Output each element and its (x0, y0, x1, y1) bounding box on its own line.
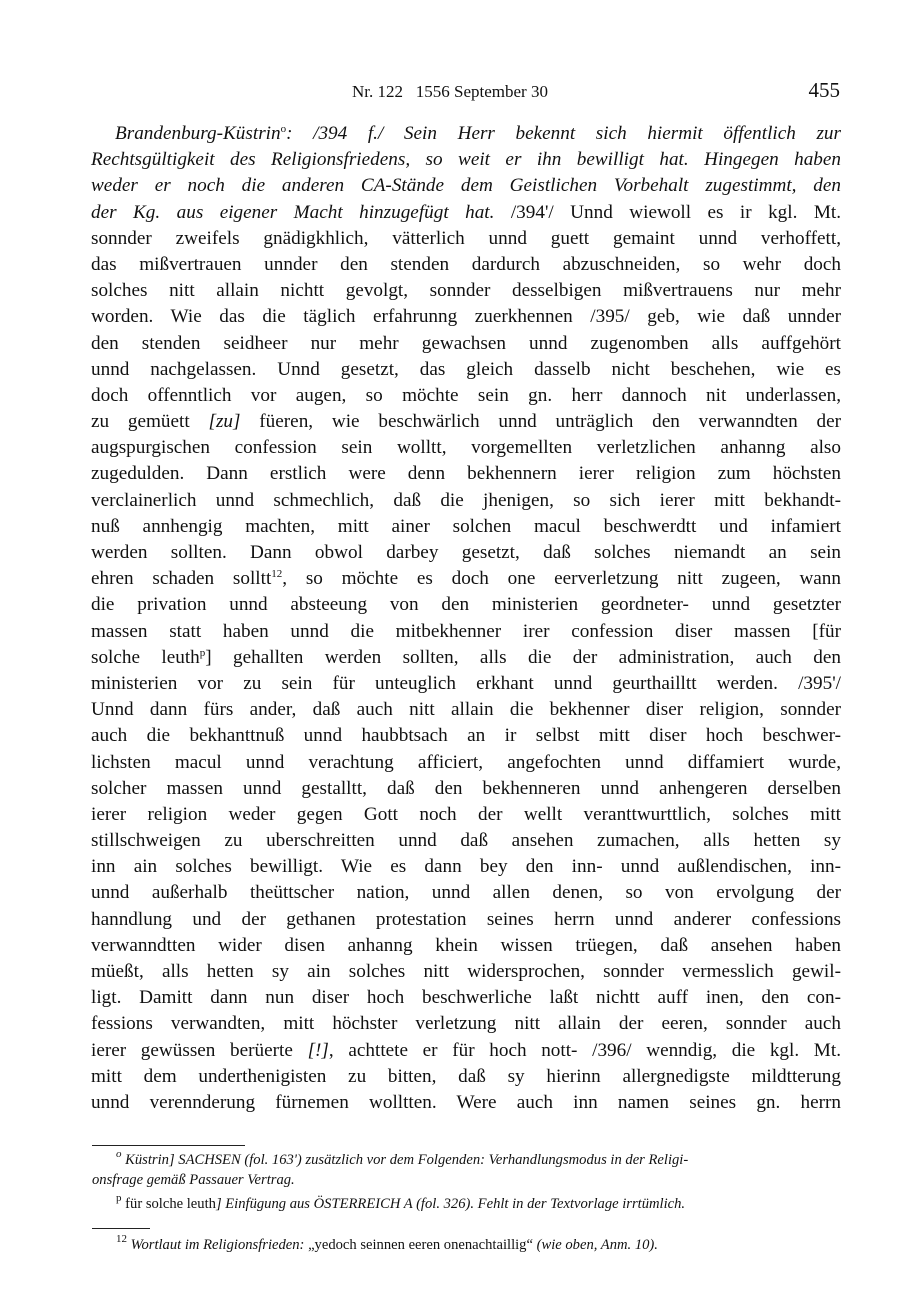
text-line (91, 671, 841, 697)
text-line (91, 592, 841, 618)
text-segment: inn ain solches bewilligt. Wie es dann bey den inn- unnd außlendischen, inn- (91, 856, 841, 878)
text-segment: unnd außerhalb theüttscher nation, unnd allen denen, so von ervolgung der (91, 882, 841, 904)
footnote-text: Wortlaut im Religionsfrieden: (130, 1237, 305, 1253)
text-segment: ] gehallten werden sollten, alls die der administration, auch den (205, 646, 841, 668)
text-segment: sonnder zweifels gnädigkhlich, vätterlich unnd guett gemaint unnd verhoffett, (91, 227, 841, 249)
text-segment: unnd verennderung fürnemen wolltten. Were auch inn namen seines gn. herrn (91, 1091, 841, 1113)
text-segment: die privation unnd absteeung von den ministerien geordneter- unnd gesetzter (91, 594, 841, 616)
main-text (91, 121, 841, 1116)
text-line (91, 278, 841, 304)
text-segment: solches nitt allain nichtt gevolgt, sonnder desselbigen mißvertrauens nur mehr (91, 280, 841, 302)
text-line (91, 357, 841, 383)
text-segment: verwanndtten wider disen anhanng khein wissen trüegen, daß ansehen haben (91, 934, 841, 956)
text-segment: fessions verwandten, mitt höchster verletzung nitt allain der eeren, sonnder auch (91, 1013, 841, 1035)
text-line (91, 540, 841, 566)
text-segment: solche leuth (91, 646, 200, 668)
text-segment: massen statt haben unnd die mitbekhenner irer confession diser massen [für (91, 620, 841, 642)
text-line (91, 959, 841, 985)
text-segment: hanndlung und der gethanen protestation seines herrn unnd anderer confessions (91, 908, 841, 930)
text-segment: Rechtsgültigkeit des Religionsfriedens, so weit er ihn bewilligt hat. Hingegen haben (91, 149, 841, 171)
footnotes-textcritical (92, 1150, 842, 1214)
text-segment: der Kg. aus eigener Macht hinzugefügt hat. (91, 201, 495, 223)
text-segment: augspurgischen confession sein wolltt, vorgemellten verletzlichen anhanng also (91, 437, 841, 459)
text-line (91, 723, 841, 749)
text-segment: zugedulden. Dann erstlich were denn bekhennern ierer religion zum höchsten (91, 463, 841, 485)
footnote-reference: (wie oben, Anm. 10). (536, 1237, 658, 1253)
text-line (91, 697, 841, 723)
text-segment: doch offenntlich vor augen, so möchte sein gn. herr dannoch nit underlassen, (91, 384, 841, 406)
text-line (91, 985, 841, 1011)
text-segment: ehren schaden solltt (91, 568, 272, 590)
footnote-lemma: für solche leuth (125, 1196, 216, 1212)
text-segment: das mißvertrauen unnder den stenden dardurch abzuschneiden, so wehr doch (91, 253, 841, 275)
text-segment: /394'/ Unnd wiewoll es ir kgl. Mt. (494, 201, 842, 223)
text-line (91, 907, 841, 933)
text-segment: lichsten macul unnd verachtung afficiert, angefochten unnd diffamiert wurde, (91, 751, 841, 773)
text-line (91, 645, 841, 671)
text-segment: ierer gewüssen berüerte (91, 1039, 308, 1061)
text-line (91, 226, 841, 252)
footnote-mark: p (116, 1192, 122, 1204)
footnote-divider-letters (92, 1145, 245, 1146)
text-line (91, 147, 841, 173)
text-line (91, 409, 841, 435)
footnote-mark: 12 (116, 1233, 127, 1245)
text-segment: auch die bekhanttnuß unnd haubbtsach an ir selbst mitt diser hoch beschwer- (91, 725, 841, 747)
text-segment: stillschweigen zu uberschreitten unnd daß ansehen zumachen, alls hetten sy (91, 830, 841, 852)
footnotes-commentary (92, 1235, 842, 1255)
text-segment: verclainerlich unnd schmechlich, daß die jhenigen, so sich ierer mitt bekhandt- (91, 489, 841, 511)
text-segment: ierer religion weder gegen Gott noch der wellt veranttwurttlich, solches mitt (91, 803, 841, 825)
text-line (91, 435, 841, 461)
text-line (91, 880, 841, 906)
text-line (91, 933, 841, 959)
page-number: 455 (808, 78, 840, 102)
text-segment: nuß annhengig machten, mitt ainer solchen macul beschwerdtt und infamiert (91, 515, 841, 537)
text-line (91, 566, 841, 592)
text-segment: [zu] (208, 411, 241, 433)
text-line (91, 750, 841, 776)
text-segment: , achttete er für hoch nott- /396/ wenndig, die kgl. Mt. (328, 1039, 841, 1061)
text-segment: weder er noch die anderen CA-Stände dem Geistlichen Vorbehalt zugestimmt, den (91, 175, 841, 197)
text-segment: unnd nachgelassen. Unnd gesetzt, das gleich dasselb nicht beschehen, wie es (91, 358, 841, 380)
footnote-o (92, 1150, 842, 1170)
text-segment: ministerien vor zu sein für unteuglich erkhant unnd geurthailltt werden. /395'/ (91, 672, 841, 694)
footnote-reference-mark: 12 (271, 568, 283, 581)
text-segment: Unnd dann fürs ander, daß auch nitt allain die bekhenner diser religion, sonnder (91, 699, 841, 721)
footnote-quote: „yedoch seinnen eeren onenachtaillig“ (304, 1237, 537, 1253)
text-line (91, 331, 841, 357)
text-segment: werden sollten. Dann obwol darbey gesetzt, daß solches niemandt an sein (91, 542, 841, 563)
text-line (91, 1038, 841, 1064)
footnote-mark: o (116, 1148, 122, 1160)
text-line (91, 1064, 841, 1090)
text-segment: Brandenburg-Küstrin (115, 123, 281, 144)
text-line (91, 121, 841, 147)
text-segment: ligt. Damitt dann nun diser hoch beschwerliche laßt nichtt auff inen, den con- (91, 987, 841, 1009)
footnote-reference-mark: o (280, 123, 287, 135)
text-segment: mitt dem underthenigisten zu bitten, daß sy hierinn allergnedigste mildtterung (91, 1065, 841, 1087)
text-segment: den stenden seidheer nur mehr gewachsen unnd zugenomben alls auffgehört (91, 332, 841, 354)
footnote-text: ] Einfügung aus ÖSTERREICH A (fol. 326). Fehlt in der Textvorlage irrtümlich. (215, 1196, 686, 1212)
text-segment: : /394 f./ Sein Herr bekennt sich hiermit öffentlich zur (286, 123, 841, 144)
text-segment: zu gemüett (91, 411, 209, 433)
text-line (91, 514, 841, 540)
text-segment: worden. Wie das die täglich erfahrunng zuerkhennen /395/ geb, wie daß unnder (91, 306, 841, 328)
text-segment: solcher massen unnd gestalltt, daß den bekhenneren unnd anhengeren derselben (91, 777, 841, 799)
text-line (91, 173, 841, 199)
text-line (91, 488, 841, 514)
text-line (91, 1011, 841, 1037)
text-segment: , so möchte es doch one eerverletzung nitt zugeen, wann (282, 568, 841, 590)
text-segment: füeren, wie beschwärlich unnd unträglich den verwanndten der (240, 411, 841, 433)
footnote-text: Küstrin] SACHSEN (fol. 163') zusätzlich vor dem Folgenden: Verhandlungsmodus in der Religi- (125, 1152, 689, 1168)
text-line (91, 304, 841, 330)
text-segment: müeßt, alls hetten sy ain solches nitt widersprochen, sonnder vermesslich gewil- (91, 961, 841, 982)
text-line (91, 200, 841, 226)
running-title: Nr. 122 1556 September 30 (352, 82, 548, 101)
text-line (91, 776, 841, 802)
footnote-divider-numbers (92, 1228, 150, 1229)
footnote-reference-mark: p (199, 646, 206, 659)
text-line (91, 1090, 841, 1116)
running-header (0, 80, 900, 108)
text-line (91, 854, 841, 880)
text-segment: [!] (307, 1039, 329, 1061)
text-line (91, 828, 841, 854)
footnote-o-continuation: onsfrage gemäß Passauer Vertrag. (92, 1172, 295, 1188)
text-line (91, 383, 841, 409)
footnote-12 (92, 1235, 842, 1255)
text-line (91, 619, 841, 645)
footnote-p (92, 1194, 842, 1214)
text-line (91, 461, 841, 487)
text-line (91, 802, 841, 828)
text-line (91, 252, 841, 278)
